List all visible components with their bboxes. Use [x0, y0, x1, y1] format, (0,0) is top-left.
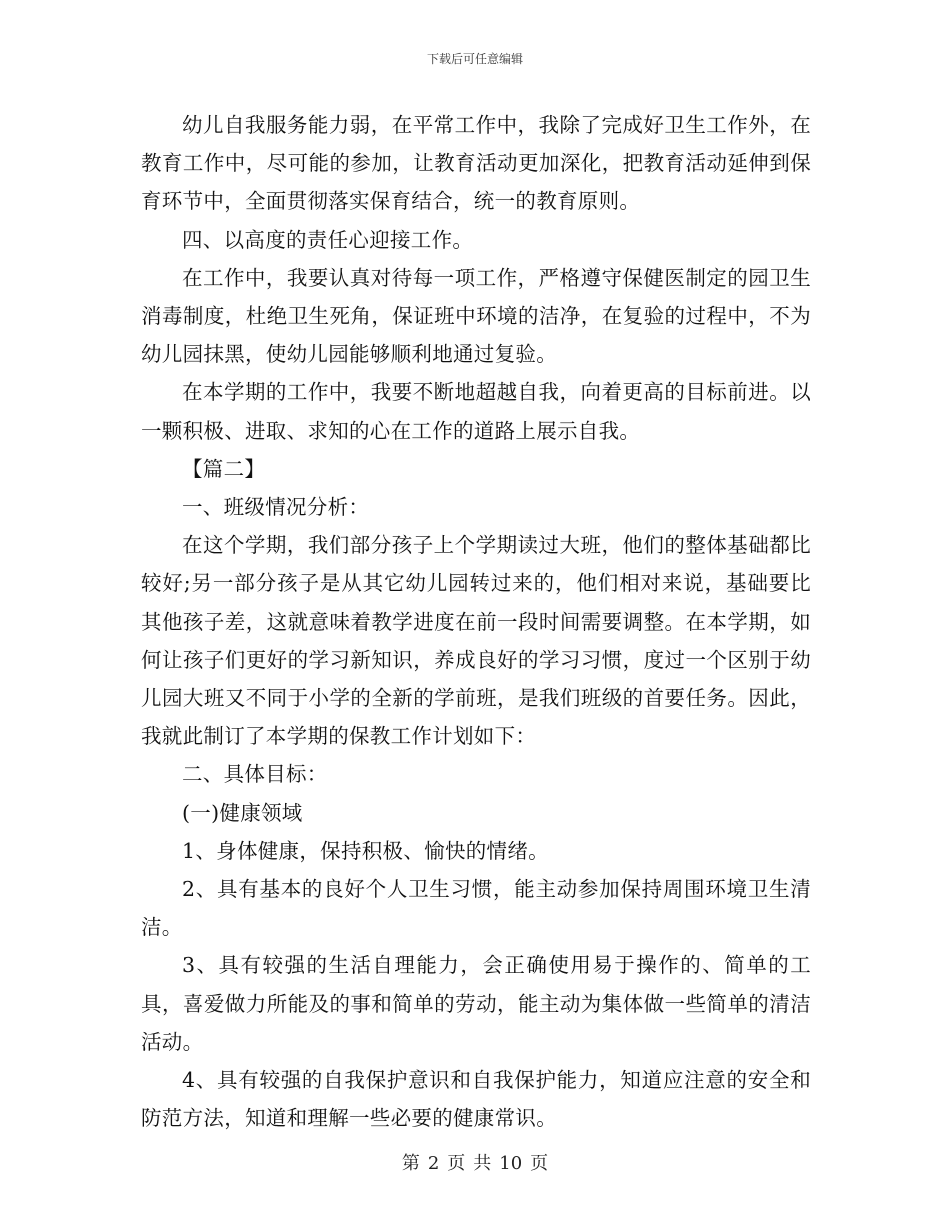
page-header: 下载后可任意编辑 [426, 52, 523, 66]
footer-page-word: 页 [447, 1153, 466, 1174]
footer-total-pages: 10 [499, 1153, 523, 1174]
heading-class-analysis: 一、班级情况分析： [182, 495, 370, 520]
heading-health-domain: (一)健康领域 [182, 800, 303, 825]
footer-suffix: 页 [530, 1153, 549, 1174]
footer-page-number: 2 [427, 1153, 440, 1174]
heading-part-two: 【篇二】 [182, 456, 266, 481]
heading-responsibility: 四、以高度的责任心迎接工作。 [182, 227, 474, 252]
heading-goals: 二、具体目标： [182, 762, 328, 787]
paragraph-hygiene-rules: 在工作中，我要认真对待每一项工作，严格遵守保健医制定的园卫生消毒制度，杜绝卫生死角，保证班中环境的洁净，在复验的过程中，不为幼儿园抹黑，使幼儿园能够顺利地通过复验。 [141, 265, 811, 367]
footer-total-prefix: 共 [473, 1153, 492, 1174]
page-footer [0, 1152, 950, 1176]
footer-prefix: 第 [401, 1153, 420, 1174]
paragraph-self-surpass: 在本学期的工作中，我要不断地超越自我，向着更高的目标前进。以一颗积极、进取、求知的心在工作的道路上展示自我。 [141, 380, 811, 443]
list-item-goal-3: 3、具有较强的生活自理能力，会正确使用易于操作的、简单的工具，喜爱做力所能及的事和简单的劳动，能主动为集体做一些简单的清洁活动。 [141, 953, 811, 1054]
document-body [141, 106, 811, 1137]
list-item-goal-2: 2、具有基本的良好个人卫生习惯，能主动参加保持周围环境卫生清洁。 [141, 877, 811, 940]
list-item-goal-1: 1、身体健康，保持积极、愉快的情绪。 [182, 838, 549, 863]
list-item-goal-4: 4、具有较强的自我保护意识和自我保护能力，知道应注意的安全和防范方法，知道和理解一些必要的健康常识。 [141, 1068, 811, 1131]
paragraph-self-service: 幼儿自我服务能力弱，在平常工作中，我除了完成好卫生工作外，在教育工作中，尽可能的参加，让教育活动更加深化，把教育活动延伸到保育环节中，全面贯彻落实保育结合，统一的教育原则。 [141, 113, 811, 214]
paragraph-class-analysis: 在这个学期，我们部分孩子上个学期读过大班，他们的整体基础都比较好;另一部分孩子是从其它幼儿园转过来的，他们相对来说，基础要比其他孩子差，这就意味着教学进度在前一段时间需要调整。在本学期，如何让孩子们更好的学习新知识，养成良好的学习习惯，度过一个区别于幼儿园大班又不同于小学的全新的学前班，是我们班级的首要任务。因此，我就此制订了本学期的保教工作计划如下： [141, 533, 811, 749]
